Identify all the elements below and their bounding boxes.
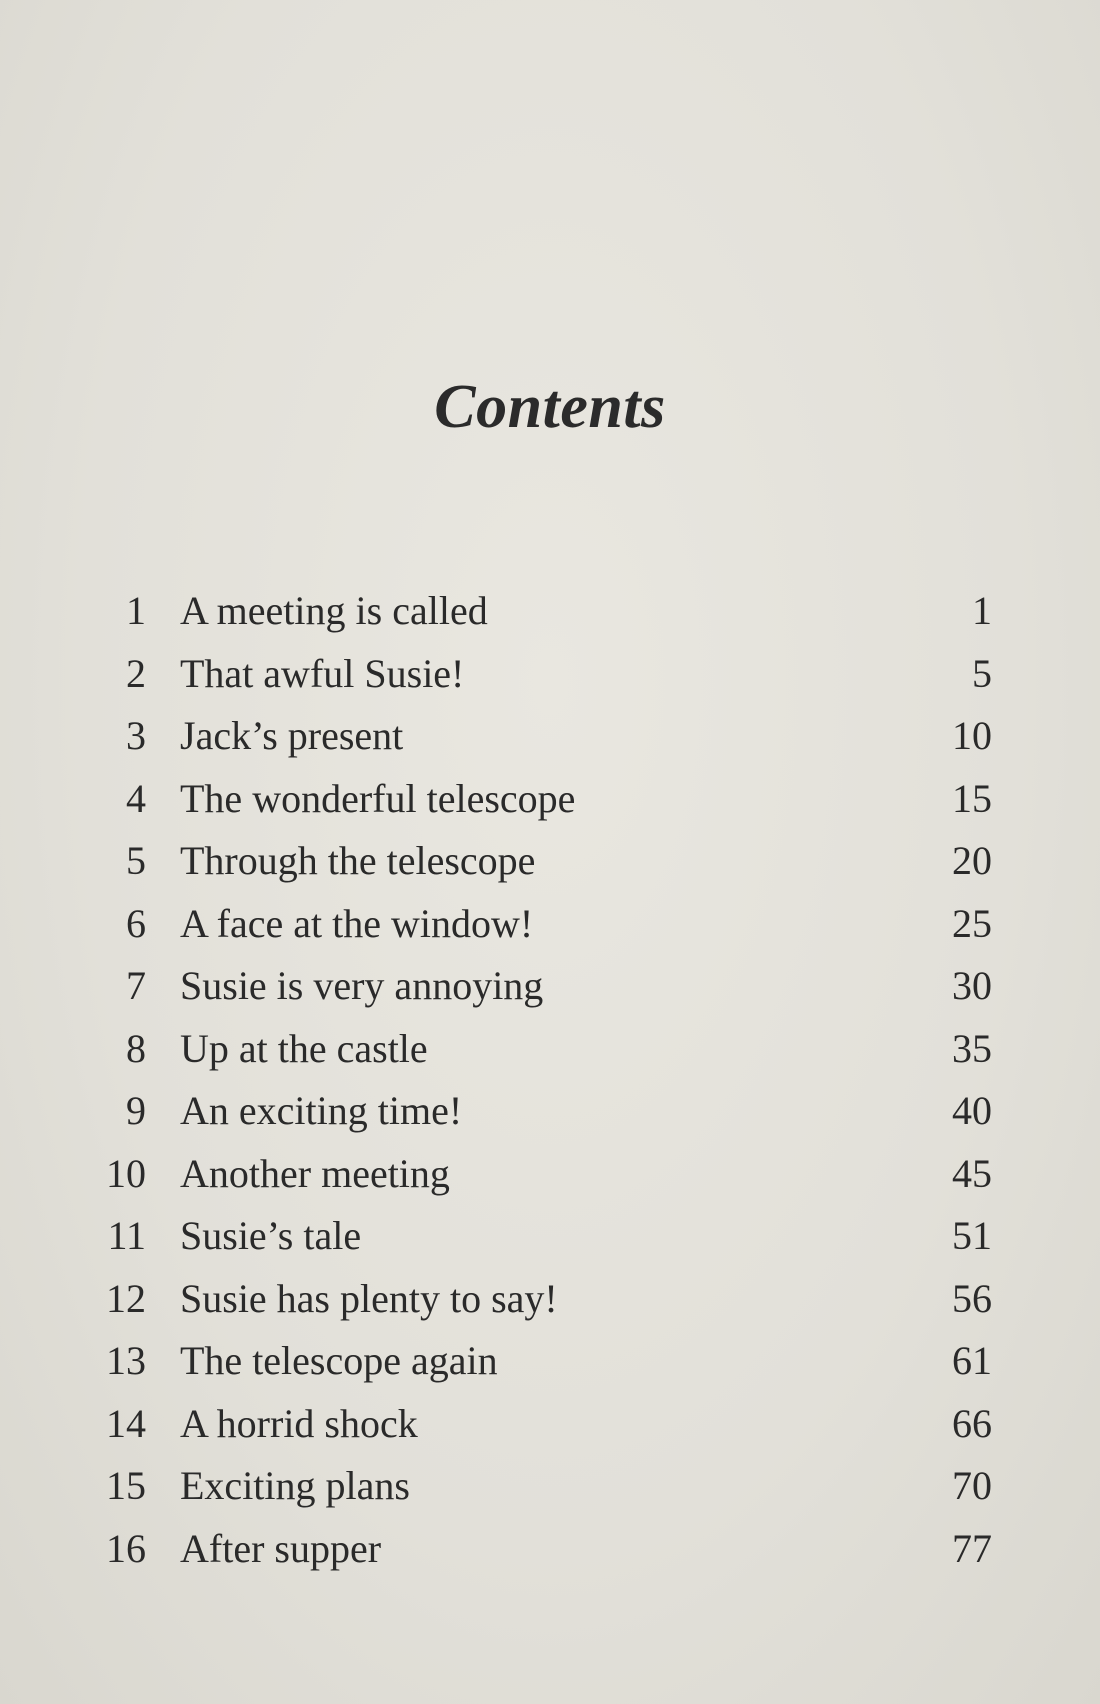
chapter-page-number: 25 (952, 900, 992, 946)
chapter-page-number: 56 (952, 1275, 992, 1321)
chapter-page-number: 77 (952, 1525, 992, 1571)
contents-entry (92, 649, 992, 712)
chapter-number: 14 (106, 1400, 146, 1446)
chapter-title: Up at the castle (180, 1025, 428, 1071)
chapter-title: A face at the window! (180, 900, 534, 946)
chapter-number: 13 (106, 1338, 146, 1383)
contents-entry (92, 1211, 992, 1274)
chapter-page-number: 70 (952, 1463, 992, 1508)
chapter-page-number: 5 (972, 650, 992, 696)
contents-entry (92, 836, 992, 899)
chapter-title: Exciting plans (180, 1463, 410, 1508)
chapter-number: 2 (126, 650, 146, 696)
chapter-number: 10 (106, 1150, 146, 1196)
chapter-page-number: 45 (952, 1150, 992, 1196)
chapter-number: 11 (107, 1213, 146, 1258)
chapter-title: A horrid shock (180, 1400, 418, 1446)
chapter-title: Susie has plenty to say! (180, 1275, 558, 1321)
chapter-number: 7 (126, 963, 146, 1008)
chapter-title: The wonderful telescope (180, 775, 576, 821)
contents-entry (92, 1274, 992, 1337)
chapter-number: 5 (126, 838, 146, 883)
chapter-number: 1 (126, 588, 146, 633)
chapter-number: 9 (126, 1088, 146, 1133)
chapter-title: The telescope again (180, 1338, 498, 1383)
chapter-page-number: 61 (952, 1338, 992, 1383)
chapter-title: An exciting time! (180, 1088, 463, 1133)
chapter-title: Another meeting (180, 1150, 450, 1196)
chapter-number: 6 (126, 900, 146, 946)
chapter-page-number: 66 (952, 1400, 992, 1446)
chapter-title: Susie’s tale (180, 1213, 362, 1258)
chapter-number: 8 (126, 1025, 146, 1071)
contents-entry (92, 899, 992, 962)
contents-entry (92, 1461, 992, 1524)
chapter-title: After supper (180, 1525, 382, 1571)
chapter-page-number: 1 (972, 588, 992, 633)
contents-entry (92, 1524, 992, 1587)
contents-entry (92, 1336, 992, 1399)
chapter-page-number: 30 (952, 963, 992, 1008)
chapter-page-number: 35 (952, 1025, 992, 1071)
chapter-page-number: 51 (952, 1213, 992, 1258)
chapter-page-number: 15 (952, 775, 992, 821)
chapter-number: 15 (106, 1463, 146, 1508)
chapter-number: 4 (126, 775, 146, 821)
chapter-title: Jack’s present (180, 713, 404, 758)
contents-list (92, 586, 992, 1586)
chapter-number: 16 (106, 1525, 146, 1571)
contents-entry (92, 1399, 992, 1462)
page-title: Contents (434, 373, 666, 441)
contents-entry (92, 1086, 992, 1149)
chapter-page-number: 20 (952, 838, 992, 883)
chapter-number: 12 (106, 1275, 146, 1321)
contents-entry (92, 1149, 992, 1212)
contents-entry (92, 774, 992, 837)
chapter-title: That awful Susie! (180, 650, 465, 696)
chapter-page-number: 10 (952, 713, 992, 758)
contents-entry (92, 586, 992, 649)
chapter-title: A meeting is called (180, 588, 488, 633)
chapter-title: Through the telescope (180, 838, 536, 883)
contents-entry (92, 961, 992, 1024)
chapter-page-number: 40 (952, 1088, 992, 1133)
contents-entry (92, 1024, 992, 1087)
chapter-number: 3 (126, 713, 146, 758)
contents-entry (92, 711, 992, 774)
chapter-title: Susie is very annoying (180, 963, 544, 1008)
